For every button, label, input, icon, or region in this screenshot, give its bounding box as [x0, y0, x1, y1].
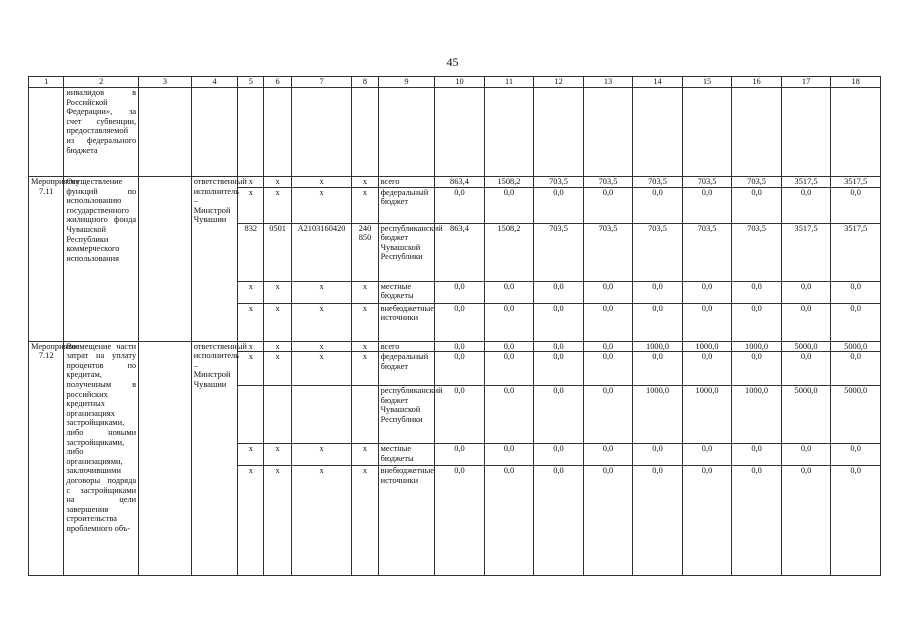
grbs-code: x	[238, 444, 264, 466]
grbs-code: x	[238, 341, 264, 352]
measure-id: Мероприятие 7.12	[29, 341, 64, 576]
amount-value: 1000,0	[732, 386, 782, 444]
amount-value: 0,0	[534, 352, 584, 386]
amount-value: 5000,0	[831, 341, 881, 352]
amount-value: 0,0	[435, 466, 485, 576]
amount-value: 0,0	[583, 352, 633, 386]
amount-value: 0,0	[781, 187, 831, 223]
funding-source: федеральный бюджет	[378, 187, 435, 223]
cell-col5	[238, 88, 264, 177]
expense-type-code: x	[352, 303, 378, 341]
target-article-code: x	[291, 466, 352, 576]
expense-type-code: x	[352, 187, 378, 223]
funding-source: внебюджетные источники	[378, 466, 435, 576]
amount-value: 703,5	[682, 177, 732, 188]
cell-col18	[831, 88, 881, 177]
cell-col6	[264, 88, 291, 177]
amount-value: 0,0	[484, 303, 534, 341]
amount-value: 0,0	[682, 187, 732, 223]
amount-value: 0,0	[732, 466, 782, 576]
expense-type-code: x	[352, 177, 378, 188]
cell-col8	[352, 88, 378, 177]
cell-col17	[781, 88, 831, 177]
grbs-code: x	[238, 352, 264, 386]
column-header-17: 17	[781, 77, 831, 88]
m712-row	[29, 341, 881, 352]
amount-value: 0,0	[732, 187, 782, 223]
page-number: 45	[446, 55, 459, 69]
amount-value: 0,0	[781, 303, 831, 341]
section-code: 0501	[264, 223, 291, 281]
amount-value: 1000,0	[682, 341, 732, 352]
amount-value: 0,0	[633, 466, 683, 576]
cell-col4	[191, 88, 237, 177]
expense-type-code: x	[352, 444, 378, 466]
amount-value: 0,0	[781, 352, 831, 386]
amount-value: 0,0	[484, 341, 534, 352]
amount-value: 1508,2	[484, 177, 534, 188]
cell-col7	[291, 88, 352, 177]
target-article-code: x	[291, 281, 352, 303]
grbs-code: x	[238, 187, 264, 223]
amount-value: 0,0	[435, 281, 485, 303]
amount-value: 0,0	[534, 466, 584, 576]
amount-value: 703,5	[534, 177, 584, 188]
column-header-18: 18	[831, 77, 881, 88]
column-header-15: 15	[682, 77, 732, 88]
amount-value: 0,0	[633, 444, 683, 466]
amount-value: 5000,0	[831, 386, 881, 444]
expense-type-code: 240 850	[352, 223, 378, 281]
column-header-9: 9	[378, 77, 435, 88]
amount-value: 0,0	[435, 444, 485, 466]
amount-value: 5000,0	[781, 341, 831, 352]
amount-value: 0,0	[633, 352, 683, 386]
cell-col13	[583, 88, 633, 177]
amount-value: 703,5	[732, 223, 782, 281]
amount-value: 0,0	[484, 281, 534, 303]
amount-value: 0,0	[435, 352, 485, 386]
target-article-code: x	[291, 352, 352, 386]
funding-source: местные бюджеты	[378, 444, 435, 466]
column-header-6: 6	[264, 77, 291, 88]
amount-value: 0,0	[583, 386, 633, 444]
amount-value: 0,0	[781, 466, 831, 576]
column-header-12: 12	[534, 77, 584, 88]
measure-id: Мероприятие 7.11	[29, 177, 64, 342]
amount-value: 0,0	[435, 303, 485, 341]
amount-value: 0,0	[732, 352, 782, 386]
grbs-code	[238, 386, 264, 444]
cell-col3	[139, 177, 192, 342]
grbs-code: x	[238, 177, 264, 188]
m711-row	[29, 177, 881, 188]
column-header-16: 16	[732, 77, 782, 88]
expense-type-code: x	[352, 341, 378, 352]
amount-value: 5000,0	[781, 386, 831, 444]
amount-value: 703,5	[682, 223, 732, 281]
cell-col9	[378, 88, 435, 177]
measure-title: Возмещение части затрат на уплату процентов по кредитам, полученным в российских кредитных организациях застройщиками, либо новыми застройщиками, либо организациями, заключившими договоры подряда с застройщиками на цели завершения строительства проблемного объ-	[64, 341, 139, 576]
funding-source: местные бюджеты	[378, 281, 435, 303]
amount-value: 0,0	[583, 303, 633, 341]
amount-value: 0,0	[781, 281, 831, 303]
amount-value: 3517,5	[781, 223, 831, 281]
grbs-code: x	[238, 303, 264, 341]
column-header-8: 8	[352, 77, 378, 88]
continuation-text: инвалидов в Российской Федерации», за счет субвенции, предоставляемой из федерального бюджета	[64, 88, 139, 177]
amount-value: 3517,5	[831, 177, 881, 188]
funding-source: всего	[378, 341, 435, 352]
amount-value: 0,0	[583, 444, 633, 466]
amount-value: 0,0	[583, 187, 633, 223]
continuation-row	[29, 88, 881, 177]
amount-value: 1508,2	[484, 223, 534, 281]
section-code: x	[264, 352, 291, 386]
section-code: x	[264, 281, 291, 303]
section-code: x	[264, 187, 291, 223]
expense-type-code: x	[352, 281, 378, 303]
amount-value: 0,0	[534, 386, 584, 444]
amount-value: 0,0	[435, 187, 485, 223]
amount-value: 0,0	[583, 341, 633, 352]
cell-col10	[435, 88, 485, 177]
funding-source: республиканский бюджет Чувашской Республики	[378, 386, 435, 444]
grbs-code: x	[238, 281, 264, 303]
amount-value: 0,0	[831, 352, 881, 386]
cell-col15	[682, 88, 732, 177]
funding-source: всего	[378, 177, 435, 188]
amount-value: 1000,0	[633, 341, 683, 352]
amount-value: 0,0	[435, 341, 485, 352]
target-article-code: x	[291, 303, 352, 341]
section-code	[264, 386, 291, 444]
section-code: x	[264, 444, 291, 466]
target-article-code: x	[291, 444, 352, 466]
amount-value: 0,0	[682, 444, 732, 466]
measure-title: Осуществление функций по использованию государственного жилищного фонда Чувашской Республики коммерческого использования	[64, 177, 139, 342]
amount-value: 0,0	[732, 303, 782, 341]
amount-value: 0,0	[435, 386, 485, 444]
amount-value: 703,5	[633, 177, 683, 188]
section-code: x	[264, 341, 291, 352]
amount-value: 703,5	[534, 223, 584, 281]
column-header-3: 3	[139, 77, 192, 88]
cell-col11	[484, 88, 534, 177]
funding-source: федеральный бюджет	[378, 352, 435, 386]
amount-value: 0,0	[682, 281, 732, 303]
amount-value: 703,5	[583, 223, 633, 281]
amount-value: 0,0	[633, 281, 683, 303]
column-header-4: 4	[191, 77, 237, 88]
funding-source: внебюджетные источники	[378, 303, 435, 341]
amount-value: 3517,5	[781, 177, 831, 188]
amount-value: 703,5	[633, 223, 683, 281]
amount-value: 0,0	[583, 281, 633, 303]
cell-col16	[732, 88, 782, 177]
amount-value: 863,4	[435, 223, 485, 281]
section-code: x	[264, 177, 291, 188]
amount-value: 0,0	[534, 281, 584, 303]
funding-source: республиканский бюджет Чувашской Республики	[378, 223, 435, 281]
amount-value: 863,4	[435, 177, 485, 188]
grbs-code: 832	[238, 223, 264, 281]
target-article-code: А2103160420	[291, 223, 352, 281]
amount-value: 0,0	[831, 281, 881, 303]
amount-value: 703,5	[583, 177, 633, 188]
amount-value: 1000,0	[732, 341, 782, 352]
section-code: x	[264, 466, 291, 576]
expense-type-code	[352, 386, 378, 444]
amount-value: 0,0	[583, 466, 633, 576]
amount-value: 0,0	[682, 466, 732, 576]
column-header-1: 1	[29, 77, 64, 88]
cell-col12	[534, 88, 584, 177]
budget-table	[28, 76, 881, 576]
amount-value: 0,0	[732, 444, 782, 466]
column-header-14: 14	[633, 77, 683, 88]
responsible-executor: ответственный исполнитель – Минстрой Чувашии	[191, 341, 237, 576]
column-header-10: 10	[435, 77, 485, 88]
amount-value: 0,0	[484, 352, 534, 386]
expense-type-code: x	[352, 466, 378, 576]
amount-value: 0,0	[484, 187, 534, 223]
amount-value: 3517,5	[831, 223, 881, 281]
header-row	[29, 77, 881, 88]
grbs-code: x	[238, 466, 264, 576]
responsible-executor: ответственный исполнитель – Минстрой Чувашии	[191, 177, 237, 342]
amount-value: 0,0	[534, 187, 584, 223]
column-header-7: 7	[291, 77, 352, 88]
amount-value: 0,0	[831, 187, 881, 223]
cell-col3	[139, 88, 192, 177]
amount-value: 0,0	[534, 303, 584, 341]
amount-value: 0,0	[831, 466, 881, 576]
amount-value: 0,0	[682, 303, 732, 341]
amount-value: 0,0	[633, 303, 683, 341]
expense-type-code: x	[352, 352, 378, 386]
section-code: x	[264, 303, 291, 341]
column-header-13: 13	[583, 77, 633, 88]
amount-value: 0,0	[781, 444, 831, 466]
amount-value: 0,0	[732, 281, 782, 303]
target-article-code	[291, 386, 352, 444]
column-header-5: 5	[238, 77, 264, 88]
amount-value: 703,5	[732, 177, 782, 188]
amount-value: 0,0	[484, 466, 534, 576]
amount-value: 0,0	[534, 341, 584, 352]
target-article-code: x	[291, 187, 352, 223]
amount-value: 0,0	[484, 444, 534, 466]
column-header-2: 2	[64, 77, 139, 88]
amount-value: 0,0	[682, 352, 732, 386]
cell-col14	[633, 88, 683, 177]
amount-value: 1000,0	[682, 386, 732, 444]
amount-value: 0,0	[831, 303, 881, 341]
target-article-code: x	[291, 177, 352, 188]
column-header-11: 11	[484, 77, 534, 88]
cell-col3	[139, 341, 192, 576]
amount-value: 0,0	[534, 444, 584, 466]
amount-value: 1000,0	[633, 386, 683, 444]
amount-value: 0,0	[633, 187, 683, 223]
amount-value: 0,0	[484, 386, 534, 444]
amount-value: 0,0	[831, 444, 881, 466]
target-article-code: x	[291, 341, 352, 352]
cell-col1	[29, 88, 64, 177]
